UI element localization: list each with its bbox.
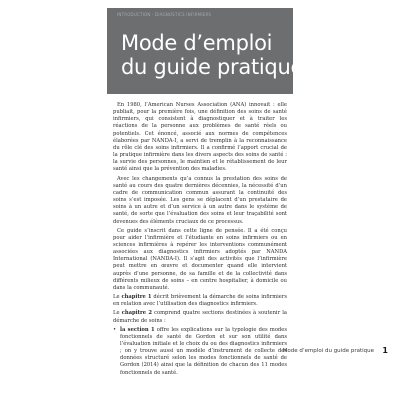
paragraph-5-post: comprend quatre sections destinées à soutenir la démarche de soins : xyxy=(113,310,287,324)
body-text xyxy=(113,102,287,377)
paragraph-5-bold: chapitre 2 xyxy=(121,310,152,317)
bullet-icon: • xyxy=(113,326,117,333)
paragraph-5 xyxy=(113,310,287,324)
paragraph-4-pre: Le xyxy=(113,294,122,301)
header-supertitle: INTRODUCTION · DIAGNOSTICS INFIRMIERS xyxy=(117,12,212,17)
header-banner xyxy=(107,8,304,94)
page-title xyxy=(121,31,303,79)
list-item-bold: la section 1 xyxy=(120,326,155,333)
page-title-line-2: du guide pratique xyxy=(121,55,304,79)
page-title-line-1: Mode d’emploi xyxy=(121,31,273,55)
paragraph-1: En 1980, l’American Nurses Association (ANA) innovait : elle publiait, pour la première fois, une définition des soins de santé infirmiers, qui consistent à diagnostiquer et à traiter les réactions de la personne aux problèmes de santé réels ou potentiels. Cet énoncé, associé aux normes de compétences élaborées par NANDA-I, a servi de tremplin à la reconnaissance du rôle clé des soins infirmiers. Il a confirmé l’apport crucial de la pratique infirmière dans les divers aspects des soins de santé : la survie des personnes, le maintien et le rétablissement de leur santé ainsi que la prévention des maladies. xyxy=(113,102,287,173)
paragraph-2: Avec les changements qu’a connus la prestation des soins de santé au cours des quatre dernières décennies, la nécessité d’un cadre de communication commun assurant la continuité des soins s’est imposée. Les gens se déplacent d’un prestataire de soins à un autre et d’un service à un autre dans le système de santé, de sorte que l’évaluation des soins et leur traçabilité sont devenues des éléments cruciaux de ce processus. xyxy=(113,175,287,225)
paragraph-4 xyxy=(113,294,287,308)
paragraph-3: Ce guide s’inscrit dans cette ligne de pensée. Il a été conçu pour aider l’infirmière et l’étudiante en soins infirmiers ou en sciences infirmières à repérer les interventions communément associées aux diagnostics infirmiers adoptés par NANDA International (NANDA-I). Il s’agit des activités que l’infirmière peut mettre en œuvre et documenter quand elle intervient auprès d’une personne, de sa famille et de la collectivité dans différents milieux de soins – en centre hospitalier, à domicile ou dans la communauté. xyxy=(113,227,287,291)
list-item-text: offre les explications sur la typologie des modes fonctionnels de santé de Gordon et sur son utilité dans l’évaluation initiale et le choix du ou des diagnostics infirmiers ; on y trouve aussi un modèle d’instrument de collecte des données structuré selon les modes fonctionnels de santé de Gordon (2014) ainsi que la définition de chacun des 11 modes fonctionnels de santé. xyxy=(120,326,287,376)
paragraph-5-pre: Le xyxy=(113,310,122,317)
page-number: 1 xyxy=(382,346,388,355)
paragraph-4-post: décrit brièvement la démarche de soins infirmiers en relation avec l’utilisation des diagnostics infirmiers. xyxy=(113,294,287,308)
paragraph-4-bold: chapitre 1 xyxy=(121,294,152,301)
footer-label: Mode d’emploi du guide pratique xyxy=(282,348,374,354)
page-footer xyxy=(220,347,388,357)
